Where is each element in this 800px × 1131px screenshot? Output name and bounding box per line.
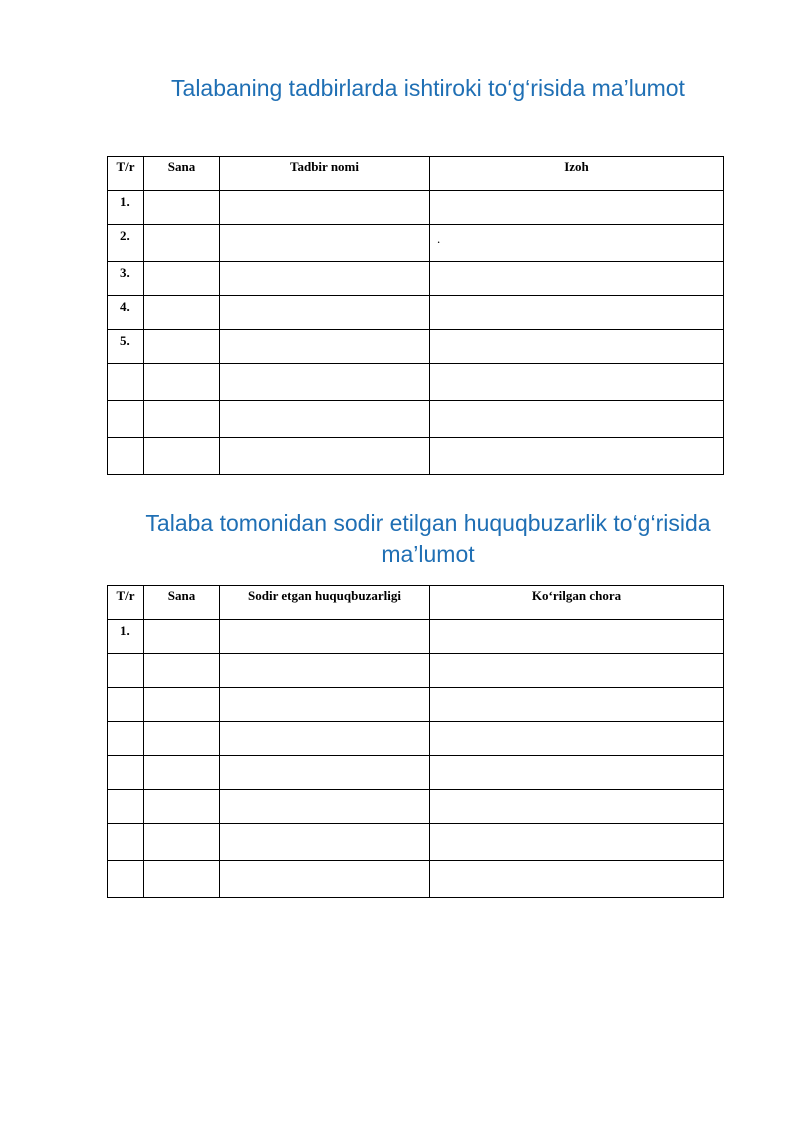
action-taken-cell[interactable] [430,722,724,756]
action-taken-cell[interactable] [430,790,724,824]
row-number-cell[interactable]: 3. [108,262,144,296]
table-row [108,722,724,756]
violation-cell[interactable] [220,654,430,688]
event-name-cell[interactable] [220,438,430,475]
violation-cell[interactable] [220,861,430,898]
column-header-number: T/r [108,586,144,620]
violations-table [107,585,724,898]
action-taken-cell[interactable] [430,654,724,688]
date-cell[interactable] [144,262,220,296]
event-name-cell[interactable] [220,364,430,401]
event-name-cell[interactable] [220,225,430,262]
row-number-cell[interactable]: 5. [108,330,144,364]
event-name-cell[interactable] [220,262,430,296]
row-number-cell[interactable]: 2. [108,225,144,262]
table-row [108,654,724,688]
event-name-cell[interactable] [220,330,430,364]
row-number-cell[interactable] [108,364,144,401]
date-cell[interactable] [144,861,220,898]
note-cell[interactable] [430,262,724,296]
row-number-cell[interactable] [108,654,144,688]
table-row [108,438,724,475]
events-table [107,156,724,475]
table-row [108,191,724,225]
row-number-cell[interactable] [108,722,144,756]
table-row [108,756,724,790]
note-cell[interactable] [430,191,724,225]
note-cell[interactable] [430,364,724,401]
row-number-cell[interactable]: 1. [108,620,144,654]
table-row [108,620,724,654]
table-row [108,225,724,262]
action-taken-cell[interactable] [430,688,724,722]
row-number-cell[interactable] [108,824,144,861]
date-cell[interactable] [144,620,220,654]
table-header-row [108,157,724,191]
date-cell[interactable] [144,296,220,330]
violation-cell[interactable] [220,756,430,790]
table-row [108,364,724,401]
row-number-cell[interactable] [108,756,144,790]
table-row [108,262,724,296]
action-taken-cell[interactable] [430,620,724,654]
note-cell[interactable] [430,296,724,330]
violation-cell[interactable] [220,620,430,654]
column-header-date: Sana [144,586,220,620]
table-row [108,330,724,364]
table-row [108,861,724,898]
date-cell[interactable] [144,722,220,756]
row-number-cell[interactable]: 1. [108,191,144,225]
date-cell[interactable] [144,330,220,364]
date-cell[interactable] [144,438,220,475]
note-cell[interactable] [430,438,724,475]
row-number-cell[interactable] [108,401,144,438]
note-cell[interactable] [430,401,724,438]
column-header-number: T/r [108,157,144,191]
table-header-row [108,586,724,620]
column-header-date: Sana [144,157,220,191]
table-row [108,296,724,330]
date-cell[interactable] [144,364,220,401]
column-header-note: Izoh [430,157,724,191]
row-number-cell[interactable] [108,790,144,824]
table-row [108,401,724,438]
table-row [108,688,724,722]
row-number-cell[interactable]: 4. [108,296,144,330]
date-cell[interactable] [144,191,220,225]
date-cell[interactable] [144,688,220,722]
date-cell[interactable] [144,790,220,824]
violation-cell[interactable] [220,722,430,756]
date-cell[interactable] [144,401,220,438]
column-header-event-name: Tadbir nomi [220,157,430,191]
action-taken-cell[interactable] [430,756,724,790]
row-number-cell[interactable] [108,688,144,722]
event-name-cell[interactable] [220,401,430,438]
date-cell[interactable] [144,225,220,262]
violation-cell[interactable] [220,824,430,861]
column-header-action-taken: Ko‘rilgan chora [430,586,724,620]
violation-cell[interactable] [220,688,430,722]
date-cell[interactable] [144,756,220,790]
row-number-cell[interactable] [108,438,144,475]
violations-section-title: Talaba tomonidan sodir etilgan huquqbuzarlik to‘g‘risida ma’lumot [145,510,711,567]
date-cell[interactable] [144,654,220,688]
event-name-cell[interactable] [220,296,430,330]
note-cell[interactable]: . [430,225,724,262]
row-number-cell[interactable] [108,861,144,898]
note-cell[interactable] [430,330,724,364]
events-section-title: Talabaning tadbirlarda ishtiroki to‘g‘risida ma’lumot [171,75,685,101]
column-header-violation: Sodir etgan huquqbuzarligi [220,586,430,620]
table-row [108,790,724,824]
date-cell[interactable] [144,824,220,861]
table-row [108,824,724,861]
violation-cell[interactable] [220,790,430,824]
action-taken-cell[interactable] [430,861,724,898]
action-taken-cell[interactable] [430,824,724,861]
event-name-cell[interactable] [220,191,430,225]
